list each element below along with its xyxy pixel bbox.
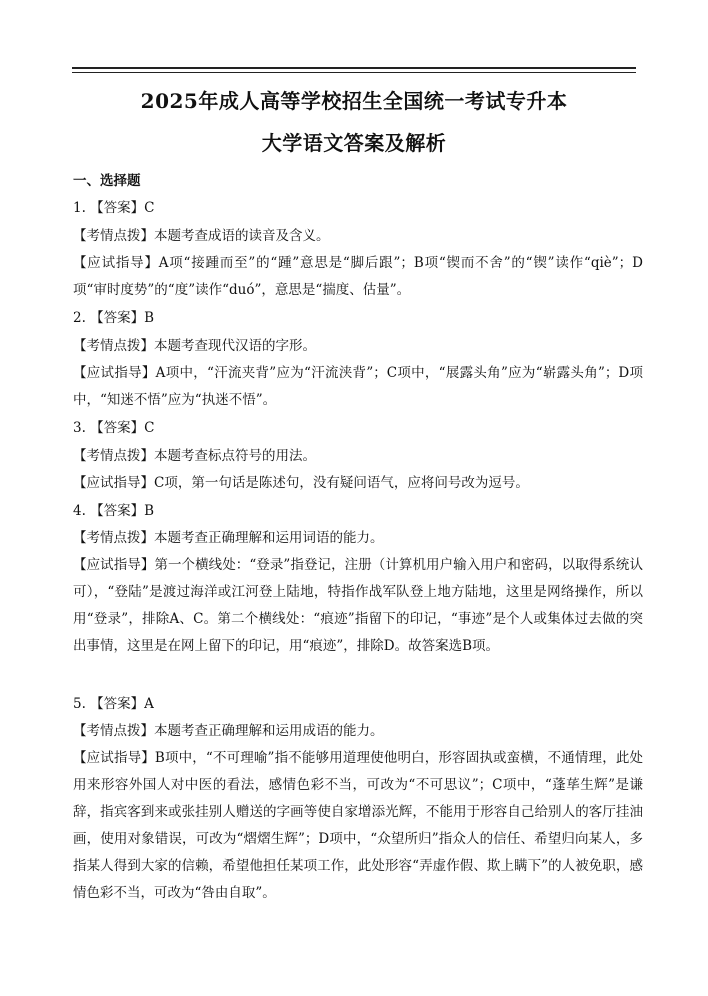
q3-answer: 3. 【答案】C (73, 420, 155, 436)
q1-answer: 1. 【答案】C (73, 200, 155, 216)
q3-exam-point: 【考情点拨】本题考查标点符号的用法。 (73, 448, 316, 464)
q4-answer: 4. 【答案】B (73, 503, 155, 519)
q2-guide: 【应试指导】A项中，“汗流夹背”应为“汗流浃背”；C项中，“展露头角”应为“崭露头角”；D项中，“知迷不悟”应为“执迷不悟”。 (73, 365, 643, 408)
section-heading: 一、选择题 (73, 173, 141, 189)
header-rule-thick (72, 67, 636, 69)
document-title-line1: 2025年成人高等学校招生全国统一考试专升本 (140, 89, 568, 113)
q1-exam-point: 【考情点拨】本题考查成语的读音及含义。 (73, 228, 330, 244)
q5-guide: 【应试指导】B项中，“不可理喻”指不能够用道理使他明白，形容固执或蛮横，不通情理，此处用来形容外国人对中医的看法，感情色彩不当，可改为“不可思议”；C项中，“蓬荜生辉”是谦辞，指宾客到来或张挂别人赠送的字画等使自家增添光辉，不能用于形容自己给别人的客厅挂油画，使用对象错误，可改为“熠熠生辉”；D项中，“众望所归”指众人的信任、希望归向某人，多指某人得到大家的信赖，希望他担任某项工作，此处形容“弄虚作假、欺上瞒下”的人被免职，感情色彩不当，可改为“咎由自取”。 (73, 750, 643, 901)
q2-exam-point: 【考情点拨】本题考查现代汉语的字形。 (73, 338, 316, 354)
q4-guide: 【应试指导】第一个横线处：“登录”指登记，注册（计算机用户输入用户和密码，以取得系统认可），“登陆”是渡过海洋或江河登上陆地，特指作战军队登上地方陆地，这里是网络操作，所以用“登录”，排除A、C。第二个横线处：“痕迹”指留下的印记，“事迹”是个人或集体过去做的突出事情，这里是在网上留下的印记，用“痕迹”，排除D。故答案选B项。 (73, 557, 643, 654)
q1-guide: 【应试指导】A项“接踵而至”的“踵”意思是“脚后跟”；B项“锲而不舍”的“锲”读作“qiè”；D项“审时度势”的“度”读作“duó”，意思是“揣度、估量”。 (73, 255, 643, 298)
document-title-line2: 大学语文答案及解析 (261, 131, 447, 155)
q4-exam-point: 【考情点拨】本题考查正确理解和运用词语的能力。 (73, 530, 384, 546)
q2-answer: 2. 【答案】B (73, 310, 155, 326)
q5-exam-point: 【考情点拨】本题考查正确理解和运用成语的能力。 (73, 723, 384, 739)
q3-guide: 【应试指导】C项，第一句话是陈述句，没有疑问语气，应将问号改为逗号。 (73, 475, 529, 491)
q5-answer: 5. 【答案】A (73, 696, 154, 712)
header-rule-thin (72, 72, 636, 73)
